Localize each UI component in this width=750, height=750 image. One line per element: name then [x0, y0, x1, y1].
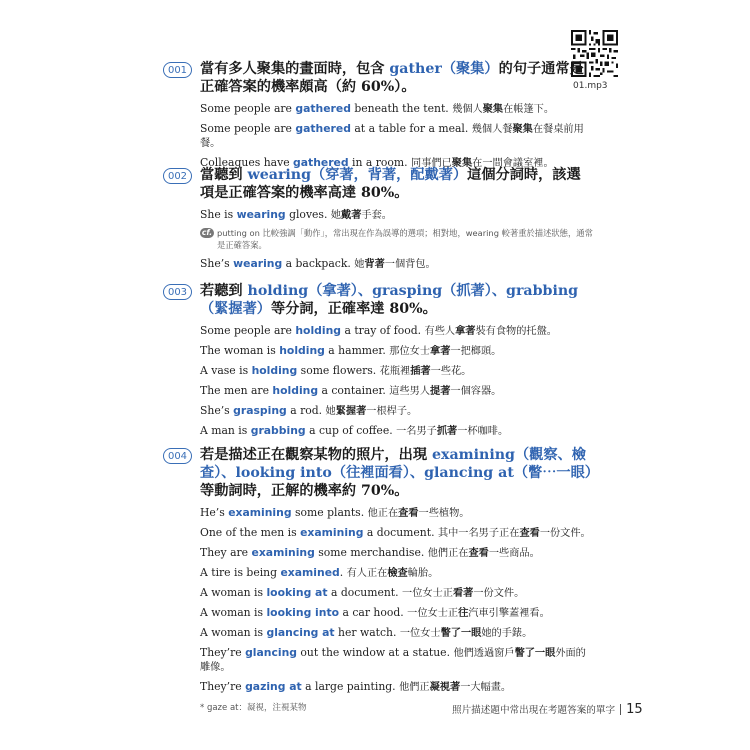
entry-004: [163, 446, 599, 713]
footnote: * gaze at：凝視，注視某物: [200, 703, 307, 713]
page-footer: [452, 702, 643, 717]
entry-number: 004: [163, 448, 192, 464]
example-sentence: A woman is glancing at her watch. 一位女士瞥了一眼她的手錶。: [200, 626, 533, 639]
example-sentence: She’s grasping a rod. 她緊握著一根桿子。: [200, 404, 418, 417]
entry-number: 001: [163, 62, 192, 78]
example-sentence: She is wearing gloves. 她戴著手套。: [200, 208, 392, 221]
entry-number: 002: [163, 168, 192, 184]
compare-note: cf. putting on 比較強調「動作」，常出現在作為誤導的選項；相對地，wearing 較著重於描述狀態，通常是正確答案。: [201, 228, 593, 250]
example-sentence: They’re gazing at a large painting. 他們正凝視著一大幅畫。: [200, 680, 512, 693]
entry-heading: 當聽到 wearing（穿著，背著，配戴著）這個分詞時，該選項是正確答案的機率高達 80%。: [200, 167, 581, 201]
audio-track-label: 01.mp3: [573, 81, 608, 91]
example-sentence: A vase is holding some flowers. 花瓶裡插著一些花。: [200, 364, 472, 377]
example-sentence: The men are holding a container. 這些男人提著一個容器。: [200, 384, 502, 397]
entry-heading: 若是描述正在觀察某物的照片，出現 examining（觀察、檢查）、looking into（往裡面看）、glancing at（瞥⋯一眼）等動詞時，正解的機率約 70%。: [200, 447, 599, 499]
example-sentence: Some people are gathered beneath the tent. 幾個人聚集在帳篷下。: [200, 102, 555, 115]
example-sentence: Some people are gathered at a table for a meal. 幾個人餐聚集在餐桌前用餐。: [200, 122, 584, 149]
example-sentence: A woman is looking into a car hood. 一位女士正往汽車引擎蓋裡看。: [200, 606, 550, 619]
page-number: 15: [626, 702, 643, 717]
entry-number: 003: [163, 284, 192, 300]
example-sentence: A man is grabbing a cup of coffee. 一名男子抓著一杯咖啡。: [200, 424, 509, 437]
example-sentence: Some people are holding a tray of food. 有些人拿著裝有食物的托盤。: [200, 324, 557, 337]
entry-heading: 當有多人聚集的畫面時，包含 gather（聚集）的句子通常是正確答案的機率頗高（約 60%）。: [200, 61, 584, 95]
example-sentence: Colleagues have gathered in a room. 同事們已聚集在一間會議室裡。: [200, 156, 554, 169]
example-sentence: He’s examining some plants. 他正在查看一些植物。: [200, 506, 470, 519]
entry-heading: 若聽到 holding（拿著）、grasping（抓著）、grabbing（緊握著）等分詞，正確率達 80%。: [200, 283, 579, 317]
example-sentence: One of the men is examining a document. 其中一名男子正在查看一份文件。: [200, 526, 591, 539]
entry-001: [163, 60, 593, 170]
footer-divider: [620, 704, 621, 715]
example-sentence: They are examining some merchandise. 他們正在查看一些商品。: [200, 546, 540, 559]
cf-badge: cf.: [201, 228, 213, 237]
example-sentence: A woman is looking at a document. 一位女士正看著一份文件。: [200, 586, 525, 599]
example-sentence: A tire is being examined. 有人正在檢查輪胎。: [200, 566, 439, 579]
example-sentence: They’re glancing out the window at a statue. 他們透過窗戶瞥了一眼外面的雕像。: [200, 646, 586, 673]
example-sentence: The woman is holding a hammer. 那位女士拿著一把榔頭。: [200, 344, 502, 357]
example-sentence: She’s wearing a backpack. 她背著一個背包。: [200, 257, 436, 270]
entry-002: [163, 166, 593, 271]
footer-title: 照片描述題中常出現在考題答案的單字: [452, 705, 616, 716]
entry-003: [163, 282, 593, 438]
